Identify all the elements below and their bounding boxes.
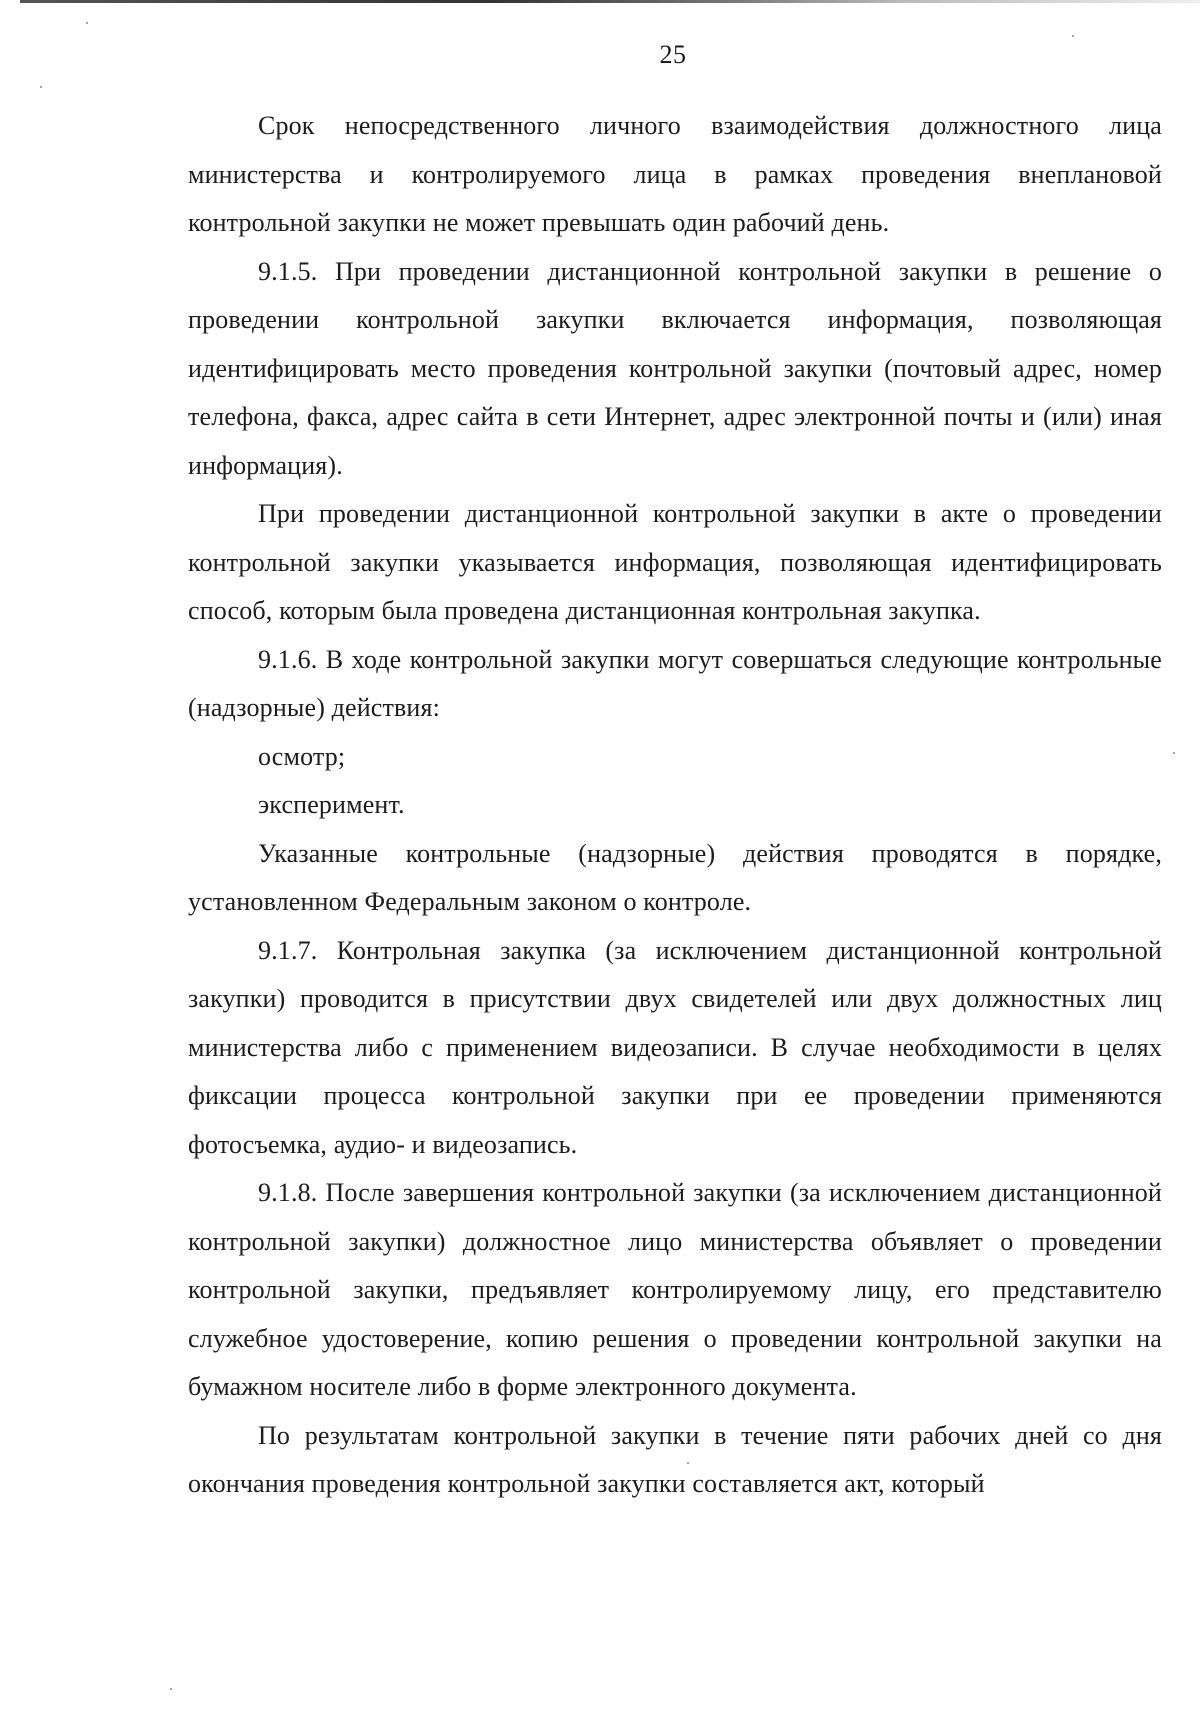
paragraph: По результатам контрольной закупки в течение пяти рабочих дней со дня окончания проведения контрольной закупки составляется акт, который: [188, 1420, 1162, 1498]
scan-speck: [40, 86, 42, 88]
paragraph: 9.1.6. В ходе контрольной закупки могут совершаться следующие контрольные (надзорные) действия:: [188, 644, 1162, 722]
list-item: осмотр;: [258, 741, 346, 771]
paragraph: Указанные контрольные (надзорные) действия проводятся в порядке, установленном Федеральным законом о контроле.: [188, 838, 1162, 916]
scan-speck: [1072, 35, 1074, 37]
scan-edge-line: [20, 0, 1200, 3]
paragraph: Срок непосредственного личного взаимодействия должностного лица министерства и контролируемого лица в рамках проведения внеплановой контрольной закупки не может превышать один рабочий день.: [188, 111, 1162, 237]
paragraph: 9.1.5. При проведении дистанционной контрольной закупки в решение о проведении контрольной закупки включается информация, позволяющая идентифицировать место проведения контрольной закупки (почтовый адрес, номер телефона, факса, адрес сайта в сети Интернет, адрес электронной почты и (или) иная информация).: [188, 256, 1162, 480]
paragraph: 9.1.8. После завершения контрольной закупки (за исключением дистанционной контрольной закупки) должностное лицо министерства объявляет о проведении контрольной закупки, предъявляет контролируемому лицу, его представителю служебное удостоверение, копию решения о проведении контрольной закупки на бумажном носителе либо в форме электронного документа.: [188, 1178, 1162, 1401]
scan-speck: [86, 22, 88, 24]
page-number: 25: [659, 40, 687, 69]
paragraph: При проведении дистанционной контрольной закупки в акте о проведении контрольной закупки указывается информация, позволяющая идентифицировать способ, которым была проведена дистанционная контрольная закупка.: [188, 499, 1162, 625]
scan-speck: [1173, 752, 1175, 754]
paragraph: 9.1.7. Контрольная закупка (за исключением дистанционной контрольной закупки) проводится в присутствии двух свидетелей или двух должностных лиц министерства либо с применением видеозаписи. В случае необходимости в целях фиксации процесса контрольной закупки при ее проведении применяются фотосъемка, аудио- и видеозапись.: [188, 935, 1162, 1159]
list-item: эксперимент.: [258, 790, 405, 819]
scan-speck: [170, 1688, 172, 1690]
body-text: [188, 102, 1162, 1509]
